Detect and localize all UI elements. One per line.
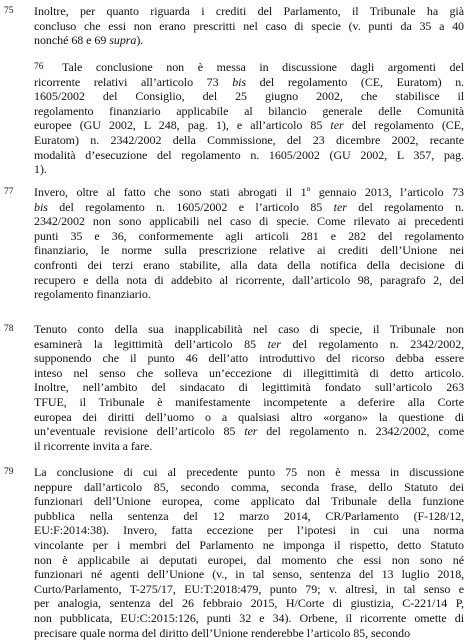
text-line: neppure dall’articolo 85, secondo comma, seconda frase, dello Statuto dei — [34, 479, 464, 494]
paragraph-number: 76 — [34, 62, 44, 72]
paragraph-number: 78 — [4, 324, 14, 334]
text-line: Inoltre, per quanto riguarda i crediti del Parlamento, il Tribunale ha già — [34, 4, 464, 18]
text-line: Curto/Parlamento, T-275/17, EU:T:2018:479, punto 79; v. altresì, in tal senso e — [34, 581, 464, 596]
text-line: funzionari dell’Unione europea, come applicato dal Tribunale della funzione — [34, 494, 464, 509]
text-line: non pubblicata, EU:C:2015:126, punti 32 e 34). Orbene, il ricorrente omette di — [34, 610, 464, 625]
text-line: recupero e della nota di addebito al ricorrente, dall’articolo 98, paragrafo 2, del — [34, 272, 464, 287]
text-line: Tale conclusione non è messa in discussione dagli argomenti del — [62, 60, 464, 74]
text-line: esaminerà la legittimità dell’articolo 85 ter del regolamento n. 2342/2002, — [34, 336, 464, 351]
text-line: confronti dei terzi erano stabilite, alla data della notifica della decisione di — [34, 257, 464, 272]
text-line: 1605/2002 del Consiglio, del 25 giugno 2002, che stabilisce il — [34, 89, 464, 104]
text-line: europea dei diritti dell’uomo o a qualsiasi altro «organo» la questione di — [34, 409, 464, 424]
text-line: bis del regolamento n. 1605/2002 e l’articolo 85 ter del regolamento n. — [34, 199, 464, 214]
paragraph-text — [34, 185, 464, 302]
paragraph-number: 77 — [4, 187, 14, 197]
text-line: europee (GU 2002, L 248, pag. 1), e all’articolo 85 ter del regolamento (CE, — [34, 118, 464, 133]
text-line: inteso nel senso che solleva un’eccezione di illegittimità di detto articolo. — [34, 365, 464, 380]
paragraph-text — [34, 322, 464, 453]
text-line: il ricorrente invita a fare. — [34, 438, 153, 453]
text-line: regolamento finanziario. — [34, 287, 151, 302]
paragraph-text — [34, 4, 464, 48]
text-line: per analogia, sentenza del 26 febbraio 2015, H/Corte di giustizia, C-221/14 P, — [34, 596, 464, 611]
text-line: nonché 68 e 69 supra). — [34, 33, 144, 48]
paragraph-number: 75 — [4, 6, 14, 16]
text-line: pubblica nella sentenza del 12 marzo 2014, CR/Parlamento (F-128/12, — [34, 508, 464, 523]
text-line: modalità d’esecuzione del regolamento n. 1605/2002 (GU 2002, L 357, pag. — [34, 147, 464, 162]
text-line: non è applicabile ai deputati europei, dal momento che essi non sono né — [34, 552, 464, 567]
text-line: 1). — [34, 162, 47, 177]
text-line: EU:F:2014:38). Invero, fatta eccezione per l’ipotesi in cui una norma — [34, 523, 464, 538]
text-line: vincolante per i membri del Parlamento ne imponga il rispetto, detto Statuto — [34, 537, 464, 552]
text-line: Invero, oltre al fatto che sono stati abrogati il 1º gennaio 2013, l’articolo 73 — [34, 185, 464, 199]
text-line: Euratom) n. 2342/2002 della Commissione, del 23 dicembre 2002, recante — [34, 132, 464, 147]
paragraph-text — [62, 60, 464, 75]
text-line: finanziario, le norme sulla prescrizione relative ai crediti dell’Unione nei — [34, 243, 464, 258]
text-line: Inoltre, nell’ambito del sindacato di legittimità fondato sull’articolo 263 — [34, 380, 464, 395]
text-line: concluso che essi non erano prescritti nel caso di specie (v. punti da 35 a 40 — [34, 18, 464, 33]
text-line: precisare quale norma del diritto dell’Unione renderebbe l’articolo 85, secondo — [34, 625, 411, 640]
text-line: TFUE, il Tribunale è manifestamente incompetente a deferire alla Corte — [34, 394, 464, 409]
text-line: punti 35 e 36, conformemente agli articoli 281 e 282 del regolamento — [34, 228, 464, 243]
text-line: 2342/2002 non sono applicabili nel caso di specie. Come rilevato ai precedenti — [34, 214, 464, 229]
paragraph-number: 79 — [4, 467, 14, 477]
paragraph-text-continued — [34, 75, 464, 177]
text-line: regolamento finanziario applicabile al bilancio generale delle Comunità — [34, 103, 464, 118]
text-line: funzionari né agenti dell’Unione (v., in tal senso, sentenza del 13 luglio 2018, — [34, 567, 464, 582]
text-line: ricorrente relativi all’articolo 73 bis del regolamento (CE, Euratom) n. — [34, 74, 464, 89]
text-line: La conclusione di cui al precedente punto 75 non è messa in discussione — [34, 465, 464, 479]
text-line: Tenuto conto della sua inapplicabilità nel caso di specie, il Tribunale non — [34, 322, 464, 336]
text-line: un’eventuale revisione dell’articolo 85 ter del regolamento n. 2342/2002, come — [34, 424, 464, 439]
paragraph-text — [34, 465, 464, 640]
text-line: supponendo che il punto 46 dell’atto introduttivo del ricorso debba essere — [34, 351, 464, 366]
